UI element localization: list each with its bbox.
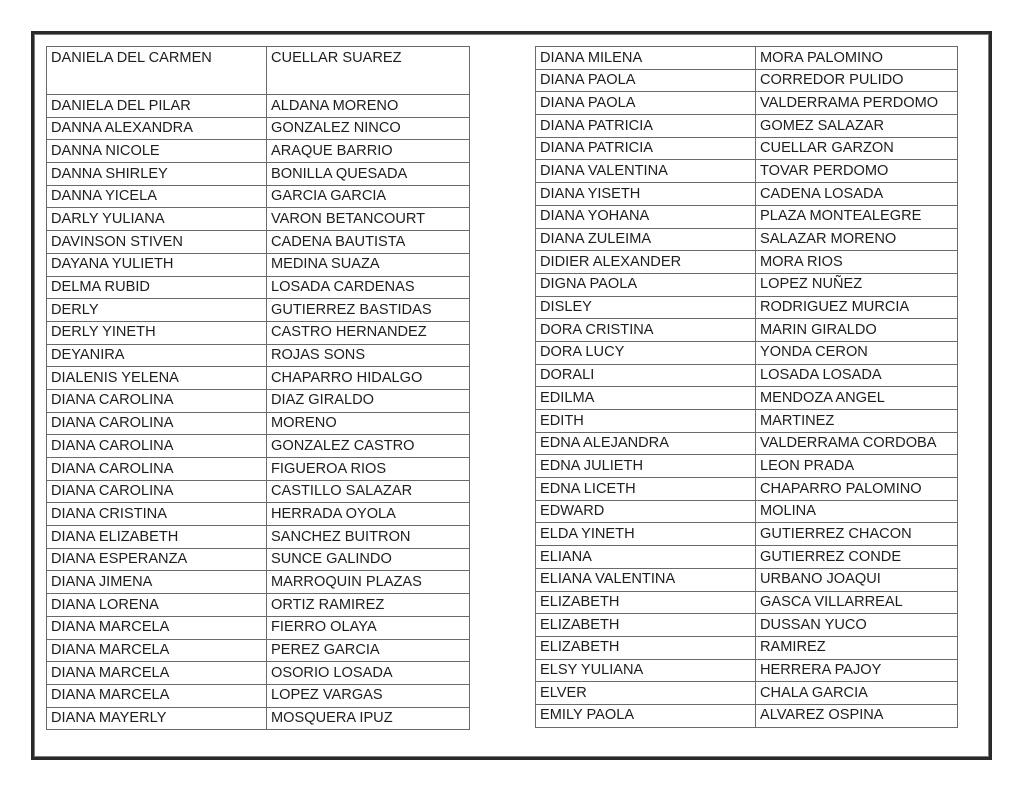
last-name-cell: LOPEZ NUÑEZ — [756, 273, 958, 296]
last-name-cell: CUELLAR GARZON — [756, 137, 958, 160]
table-row — [47, 616, 470, 639]
table-row — [47, 208, 470, 231]
last-name-cell: FIGUEROA RIOS — [267, 458, 470, 481]
table-row — [47, 503, 470, 526]
first-name-cell: EDNA ALEJANDRA — [536, 432, 756, 455]
table-row — [47, 95, 470, 118]
table-row — [536, 273, 958, 296]
first-name-cell: DIANA MARCELA — [47, 662, 267, 685]
first-name-cell: DIANA CAROLINA — [47, 435, 267, 458]
first-name-cell: DEYANIRA — [47, 344, 267, 367]
last-name-cell: GONZALEZ NINCO — [267, 117, 470, 140]
first-name-cell: DANNA ALEXANDRA — [47, 117, 267, 140]
first-name-cell: DIANA MAYERLY — [47, 707, 267, 730]
first-name-cell: DANNA SHIRLEY — [47, 163, 267, 186]
first-name-cell: DELMA RUBID — [47, 276, 267, 299]
first-name-cell: DIANA CRISTINA — [47, 503, 267, 526]
last-name-cell: GASCA VILLARREAL — [756, 591, 958, 614]
table-row — [47, 707, 470, 730]
last-name-cell: MENDOZA ANGEL — [756, 387, 958, 410]
first-name-cell: DAYANA YULIETH — [47, 253, 267, 276]
table-row — [47, 253, 470, 276]
last-name-cell: CHALA GARCIA — [756, 682, 958, 705]
first-name-cell: DISLEY — [536, 296, 756, 319]
first-name-cell: DIANA MARCELA — [47, 639, 267, 662]
table-row — [536, 47, 958, 70]
first-name-cell: DORA CRISTINA — [536, 319, 756, 342]
first-name-cell: EDNA JULIETH — [536, 455, 756, 478]
table-row — [536, 115, 958, 138]
first-name-cell: DIANA ESPERANZA — [47, 548, 267, 571]
first-name-cell: DIANA CAROLINA — [47, 412, 267, 435]
last-name-cell: PEREZ GARCIA — [267, 639, 470, 662]
table-row — [536, 364, 958, 387]
first-name-cell: DIANA CAROLINA — [47, 458, 267, 481]
table-row — [47, 684, 470, 707]
first-name-cell: ELIZABETH — [536, 636, 756, 659]
table-row — [536, 636, 958, 659]
last-name-cell: MARTINEZ — [756, 410, 958, 433]
table-row — [47, 662, 470, 685]
first-name-cell: EDNA LICETH — [536, 478, 756, 501]
table-row — [536, 682, 958, 705]
first-name-cell: ELIZABETH — [536, 614, 756, 637]
table-row — [536, 591, 958, 614]
table-row — [47, 458, 470, 481]
first-name-cell: EDITH — [536, 410, 756, 433]
first-name-cell: DIANA VALENTINA — [536, 160, 756, 183]
first-name-cell: DORA LUCY — [536, 341, 756, 364]
last-name-cell: CUELLAR SUAREZ — [267, 47, 470, 95]
last-name-cell: GUTIERREZ BASTIDAS — [267, 299, 470, 322]
first-name-cell: DIALENIS YELENA — [47, 367, 267, 390]
last-name-cell: GUTIERREZ CHACON — [756, 523, 958, 546]
last-name-cell: GOMEZ SALAZAR — [756, 115, 958, 138]
last-name-cell: VALDERRAMA CORDOBA — [756, 432, 958, 455]
last-name-cell: SANCHEZ BUITRON — [267, 526, 470, 549]
table-row — [47, 231, 470, 254]
last-name-cell: DIAZ GIRALDO — [267, 389, 470, 412]
table-row — [536, 614, 958, 637]
first-name-cell: DIANA YISETH — [536, 183, 756, 206]
table-row — [47, 276, 470, 299]
last-name-cell: MORA RIOS — [756, 251, 958, 274]
last-name-cell: MOSQUERA IPUZ — [267, 707, 470, 730]
last-name-cell: DUSSAN YUCO — [756, 614, 958, 637]
table-row — [47, 140, 470, 163]
first-name-cell: DIANA ELIZABETH — [47, 526, 267, 549]
last-name-cell: CASTILLO SALAZAR — [267, 480, 470, 503]
last-name-cell: FIERRO OLAYA — [267, 616, 470, 639]
names-table-left-body — [47, 47, 470, 730]
first-name-cell: DERLY YINETH — [47, 321, 267, 344]
table-row — [536, 183, 958, 206]
last-name-cell: RAMIREZ — [756, 636, 958, 659]
first-name-cell: ELVER — [536, 682, 756, 705]
last-name-cell: LOSADA CARDENAS — [267, 276, 470, 299]
first-name-cell: DIANA PAOLA — [536, 69, 756, 92]
first-name-cell: ELDA YINETH — [536, 523, 756, 546]
table-row — [536, 205, 958, 228]
table-row — [536, 410, 958, 433]
table-row — [536, 478, 958, 501]
table-row — [536, 432, 958, 455]
table-row — [47, 185, 470, 208]
last-name-cell: LOSADA LOSADA — [756, 364, 958, 387]
last-name-cell: GONZALEZ CASTRO — [267, 435, 470, 458]
last-name-cell: ARAQUE BARRIO — [267, 140, 470, 163]
first-name-cell: ELSY YULIANA — [536, 659, 756, 682]
first-name-cell: DIDIER ALEXANDER — [536, 251, 756, 274]
names-table-left — [46, 46, 470, 730]
last-name-cell: ORTIZ RAMIREZ — [267, 594, 470, 617]
table-row — [536, 160, 958, 183]
last-name-cell: OSORIO LOSADA — [267, 662, 470, 685]
last-name-cell: ALDANA MORENO — [267, 95, 470, 118]
last-name-cell: GUTIERREZ CONDE — [756, 546, 958, 569]
last-name-cell: MARROQUIN PLAZAS — [267, 571, 470, 594]
first-name-cell: EDILMA — [536, 387, 756, 410]
first-name-cell: DERLY — [47, 299, 267, 322]
table-row — [47, 47, 470, 95]
first-name-cell: DANIELA DEL PILAR — [47, 95, 267, 118]
first-name-cell: DIANA PATRICIA — [536, 115, 756, 138]
table-row — [536, 341, 958, 364]
first-name-cell: DANIELA DEL CARMEN — [47, 47, 267, 95]
last-name-cell: TOVAR PERDOMO — [756, 160, 958, 183]
first-name-cell: DIANA YOHANA — [536, 205, 756, 228]
first-name-cell: DIANA ZULEIMA — [536, 228, 756, 251]
names-table-right — [535, 46, 958, 728]
first-name-cell: DIANA MARCELA — [47, 684, 267, 707]
first-name-cell: ELIANA — [536, 546, 756, 569]
table-row — [536, 387, 958, 410]
table-row — [47, 435, 470, 458]
table-row — [536, 319, 958, 342]
last-name-cell: YONDA CERON — [756, 341, 958, 364]
first-name-cell: ELIANA VALENTINA — [536, 568, 756, 591]
table-row — [536, 523, 958, 546]
first-name-cell: EDWARD — [536, 500, 756, 523]
last-name-cell: URBANO JOAQUI — [756, 568, 958, 591]
last-name-cell: SUNCE GALINDO — [267, 548, 470, 571]
table-row — [536, 137, 958, 160]
table-row — [536, 296, 958, 319]
last-name-cell: BONILLA QUESADA — [267, 163, 470, 186]
last-name-cell: GARCIA GARCIA — [267, 185, 470, 208]
table-row — [536, 251, 958, 274]
first-name-cell: DIANA CAROLINA — [47, 480, 267, 503]
last-name-cell: CASTRO HERNANDEZ — [267, 321, 470, 344]
table-row — [47, 639, 470, 662]
last-name-cell: LEON PRADA — [756, 455, 958, 478]
first-name-cell: EMILY PAOLA — [536, 704, 756, 727]
first-name-cell: DIANA PAOLA — [536, 92, 756, 115]
table-row — [47, 299, 470, 322]
last-name-cell: HERRADA OYOLA — [267, 503, 470, 526]
last-name-cell: LOPEZ VARGAS — [267, 684, 470, 707]
last-name-cell: MARIN GIRALDO — [756, 319, 958, 342]
table-row — [47, 412, 470, 435]
table-row — [47, 344, 470, 367]
table-row — [536, 228, 958, 251]
table-row — [47, 163, 470, 186]
first-name-cell: DANNA YICELA — [47, 185, 267, 208]
table-row — [47, 594, 470, 617]
names-table-right-body — [536, 47, 958, 728]
table-row — [536, 704, 958, 727]
last-name-cell: ALVAREZ OSPINA — [756, 704, 958, 727]
last-name-cell: CHAPARRO HIDALGO — [267, 367, 470, 390]
table-row — [536, 69, 958, 92]
table-row — [47, 117, 470, 140]
last-name-cell: VARON BETANCOURT — [267, 208, 470, 231]
first-name-cell: ELIZABETH — [536, 591, 756, 614]
last-name-cell: MORA PALOMINO — [756, 47, 958, 70]
last-name-cell: MOLINA — [756, 500, 958, 523]
table-row — [47, 548, 470, 571]
first-name-cell: DIANA MILENA — [536, 47, 756, 70]
first-name-cell: DIANA LORENA — [47, 594, 267, 617]
table-row — [536, 546, 958, 569]
last-name-cell: CORREDOR PULIDO — [756, 69, 958, 92]
first-name-cell: DIANA PATRICIA — [536, 137, 756, 160]
first-name-cell: DIANA JIMENA — [47, 571, 267, 594]
table-row — [47, 480, 470, 503]
table-row — [47, 321, 470, 344]
first-name-cell: DANNA NICOLE — [47, 140, 267, 163]
last-name-cell: VALDERRAMA PERDOMO — [756, 92, 958, 115]
table-row — [47, 571, 470, 594]
last-name-cell: SALAZAR MORENO — [756, 228, 958, 251]
table-row — [47, 526, 470, 549]
table-row — [536, 92, 958, 115]
first-name-cell: DIGNA PAOLA — [536, 273, 756, 296]
first-name-cell: DORALI — [536, 364, 756, 387]
last-name-cell: MEDINA SUAZA — [267, 253, 470, 276]
last-name-cell: HERRERA PAJOY — [756, 659, 958, 682]
first-name-cell: DARLY YULIANA — [47, 208, 267, 231]
last-name-cell: PLAZA MONTEALEGRE — [756, 205, 958, 228]
table-row — [536, 500, 958, 523]
last-name-cell: CHAPARRO PALOMINO — [756, 478, 958, 501]
table-row — [47, 367, 470, 390]
first-name-cell: DIANA CAROLINA — [47, 389, 267, 412]
table-row — [47, 389, 470, 412]
first-name-cell: DIANA MARCELA — [47, 616, 267, 639]
last-name-cell: RODRIGUEZ MURCIA — [756, 296, 958, 319]
first-name-cell: DAVINSON STIVEN — [47, 231, 267, 254]
table-row — [536, 568, 958, 591]
last-name-cell: MORENO — [267, 412, 470, 435]
last-name-cell: ROJAS SONS — [267, 344, 470, 367]
last-name-cell: CADENA LOSADA — [756, 183, 958, 206]
table-row — [536, 659, 958, 682]
last-name-cell: CADENA BAUTISTA — [267, 231, 470, 254]
table-row — [536, 455, 958, 478]
